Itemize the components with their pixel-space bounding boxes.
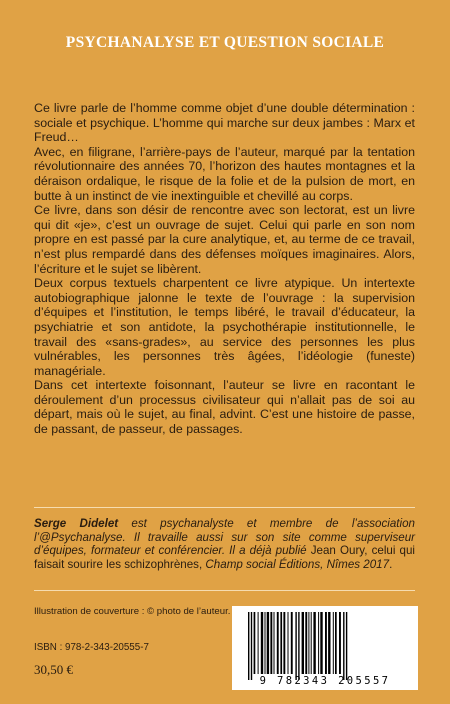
- barcode-bar: [288, 612, 289, 674]
- bio-text: .: [389, 558, 393, 572]
- bio-text: est psychanalyste et membre de l’association l’@Psychanalyse. Il travaille aussi sur son site comme superviseur d’équipes, formateur et conférencier. Il a déjà publié: [34, 517, 415, 558]
- barcode-bar: [335, 612, 337, 674]
- barcode-bar: [274, 612, 275, 674]
- barcode-bar: [333, 612, 334, 674]
- barcode-bar: [267, 612, 269, 674]
- barcode-bar: [291, 612, 293, 674]
- barcode-bar: [343, 612, 344, 680]
- barcode-bar: [261, 612, 263, 674]
- barcode-bar: [280, 612, 282, 674]
- cover-credit: Illustration de couverture : © photo de l’auteur.: [34, 606, 231, 617]
- blurb-paragraph: Deux corpus textuels charpentent ce livre atypique. Un intertexte autobiographique jalonne le texte de l’ouvrage : la supervision d’équipes et l’institution, le temps libéré, le travail d’éducateur, la psychiatrie et son antidote, la psychothérapie institutionnelle, le travail des «sans-grades», au service des personnes les plus vulnérables, les personnes très âgées, l’idéologie (funeste) managériale.: [34, 276, 415, 378]
- bio-text: ,: [198, 558, 206, 572]
- prior-book-title: Jean Oury, celui qui faisait sourire les schizophrènes: [34, 544, 416, 572]
- barcode-bar: [313, 612, 315, 674]
- prior-book-publisher: Champ social Éditions, Nîmes 2017: [205, 558, 390, 572]
- barcode-bar: [270, 612, 272, 674]
- back-cover-title: PSYCHANALYSE ET QUESTION SOCIALE: [65, 34, 385, 51]
- blurb-paragraph: Ce livre parle de l’homme comme objet d’une double détermination : sociale et psychique. L’homme qui marche sur deux jambes : Marx et Freud…: [34, 101, 415, 145]
- barcode-bar: [277, 612, 279, 674]
- author-bio: [34, 517, 415, 572]
- barcode-bar: [251, 612, 252, 680]
- divider: [34, 590, 415, 591]
- isbn: ISBN : 978-2-343-20555-7: [34, 642, 149, 653]
- barcode-bar: [283, 612, 285, 674]
- blurb-paragraph: Ce livre, dans son désir de rencontre avec son lectorat, est un livre qui dit «je», c’est un ouvrage de sujet. Celui qui parle en son nom propre en est passé par la cure analytique, et, au terme de ce travail, n’est plus rempardé dans des défenses moïques imaginaires. Alors, l’écriture et le sujet se libèrent.: [34, 203, 415, 276]
- barcode-bar: [298, 612, 299, 680]
- barcode-bar: [295, 612, 296, 680]
- divider: [34, 507, 415, 508]
- blurb-paragraph: Avec, en filigrane, l’arrière-pays de l’auteur, marqué par la tentation révolutionnaire des années 70, l’horizon des hautes montagnes et la déraison ordalique, le risque de la folie et de la pulsion de mort, en butte à un instinct de vie inextinguible et chevillé au corps.: [34, 144, 415, 203]
- barcode-number: 9 782343 205557: [259, 675, 391, 687]
- blurb-paragraph: Dans cet intertexte foisonnant, l’auteur se livre en racontant le déroulement d’un processus civilisateur qui n’allait pas de soi au départ, mais où le sujet, au final, advint. C’est une histoire de passe, de passant, de passeur, de passages.: [34, 378, 415, 437]
- author-name: Serge Didelet: [34, 517, 119, 530]
- barcode-bar: [311, 612, 312, 674]
- barcode-bar: [302, 612, 304, 674]
- barcode-bar: [254, 612, 256, 674]
- barcode-bar: [318, 612, 319, 674]
- barcode-bar: [265, 612, 266, 674]
- barcode-bar: [308, 612, 309, 674]
- barcode-bar: [328, 612, 330, 674]
- barcode-bar: [258, 612, 259, 674]
- barcode-bar: [346, 612, 347, 680]
- barcode-bar: [339, 612, 341, 674]
- barcode-bar: [248, 612, 249, 680]
- price: 30,50 €: [34, 662, 73, 677]
- barcode: [232, 606, 418, 690]
- barcode-bar: [325, 612, 327, 674]
- barcode-bar: [320, 612, 322, 674]
- blurb: [34, 101, 415, 437]
- barcode-bar: [305, 612, 307, 674]
